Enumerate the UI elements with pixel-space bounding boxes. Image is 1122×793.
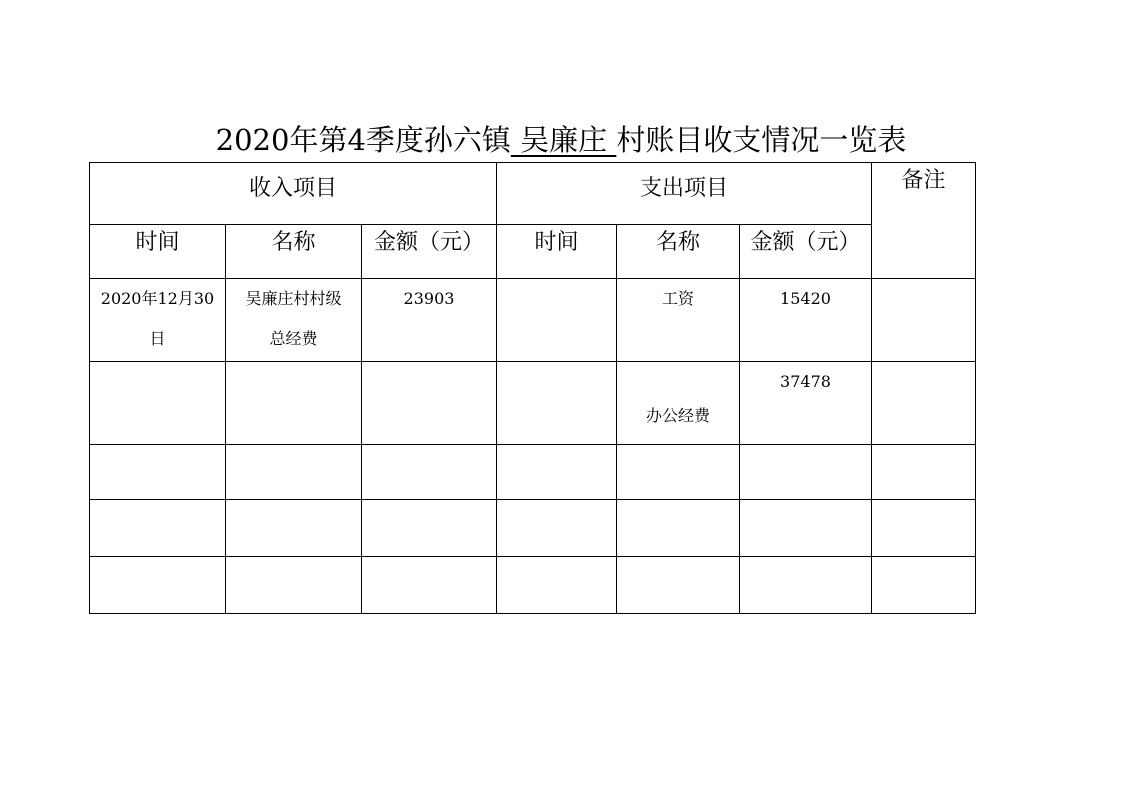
expense-name-header: 名称 [617, 225, 740, 279]
expense-amount-cell: 15420 [740, 279, 872, 362]
income-time-cell [90, 279, 226, 362]
table-row [90, 362, 976, 445]
income-name-header: 名称 [226, 225, 362, 279]
column-header-row [90, 225, 976, 279]
expense-time-header: 时间 [497, 225, 617, 279]
income-name-line2: 总经费 [269, 329, 318, 348]
empty-cell [90, 445, 226, 500]
expense-time-cell [497, 279, 617, 362]
remarks-header: 备注 [872, 163, 976, 279]
title-suffix: 村账目收支情况一览表 [616, 123, 907, 157]
empty-cell [226, 445, 362, 500]
empty-cell [740, 445, 872, 500]
income-amount-cell [362, 362, 497, 445]
income-name-cell [226, 362, 362, 445]
title-village: 吴廉庄 [510, 123, 617, 157]
empty-cell [617, 500, 740, 557]
ledger-table [89, 162, 976, 614]
expense-name-cell: 工资 [617, 279, 740, 362]
table-row [90, 445, 976, 500]
empty-cell [497, 500, 617, 557]
empty-cell [497, 557, 617, 614]
page-title [0, 120, 1122, 160]
income-time-cell [90, 362, 226, 445]
empty-cell [362, 557, 497, 614]
income-time-line2: 日 [149, 329, 166, 348]
empty-cell [362, 500, 497, 557]
income-time-header: 时间 [90, 225, 226, 279]
empty-cell [617, 445, 740, 500]
empty-cell [872, 445, 976, 500]
empty-cell [226, 500, 362, 557]
empty-cell [740, 557, 872, 614]
income-name-cell [226, 279, 362, 362]
group-header-row [90, 163, 976, 225]
empty-cell [497, 445, 617, 500]
table-row [90, 279, 976, 362]
income-name-line1: 吴廉庄村村级 [245, 289, 342, 308]
empty-cell [226, 557, 362, 614]
empty-cell [90, 500, 226, 557]
empty-cell [872, 557, 976, 614]
table-row [90, 500, 976, 557]
expense-name-cell [617, 362, 740, 445]
remarks-cell [872, 279, 976, 362]
empty-cell [617, 557, 740, 614]
expense-amount-cell: 37478 [740, 362, 872, 445]
empty-cell [362, 445, 497, 500]
empty-cell [740, 500, 872, 557]
remarks-cell [872, 362, 976, 445]
empty-cell [90, 557, 226, 614]
expense-time-cell [497, 362, 617, 445]
income-time-line1: 2020年12月30 [100, 289, 215, 308]
expense-amount-header: 金额（元） [740, 225, 872, 279]
expense-name-text: 办公经费 [645, 406, 710, 425]
income-amount-header: 金额（元） [362, 225, 497, 279]
title-prefix: 2020年第4季度孙六镇 [215, 123, 511, 157]
empty-cell [872, 500, 976, 557]
income-group-header: 收入项目 [90, 163, 497, 225]
income-amount-cell: 23903 [362, 279, 497, 362]
expense-group-header: 支出项目 [497, 163, 872, 225]
table-row [90, 557, 976, 614]
